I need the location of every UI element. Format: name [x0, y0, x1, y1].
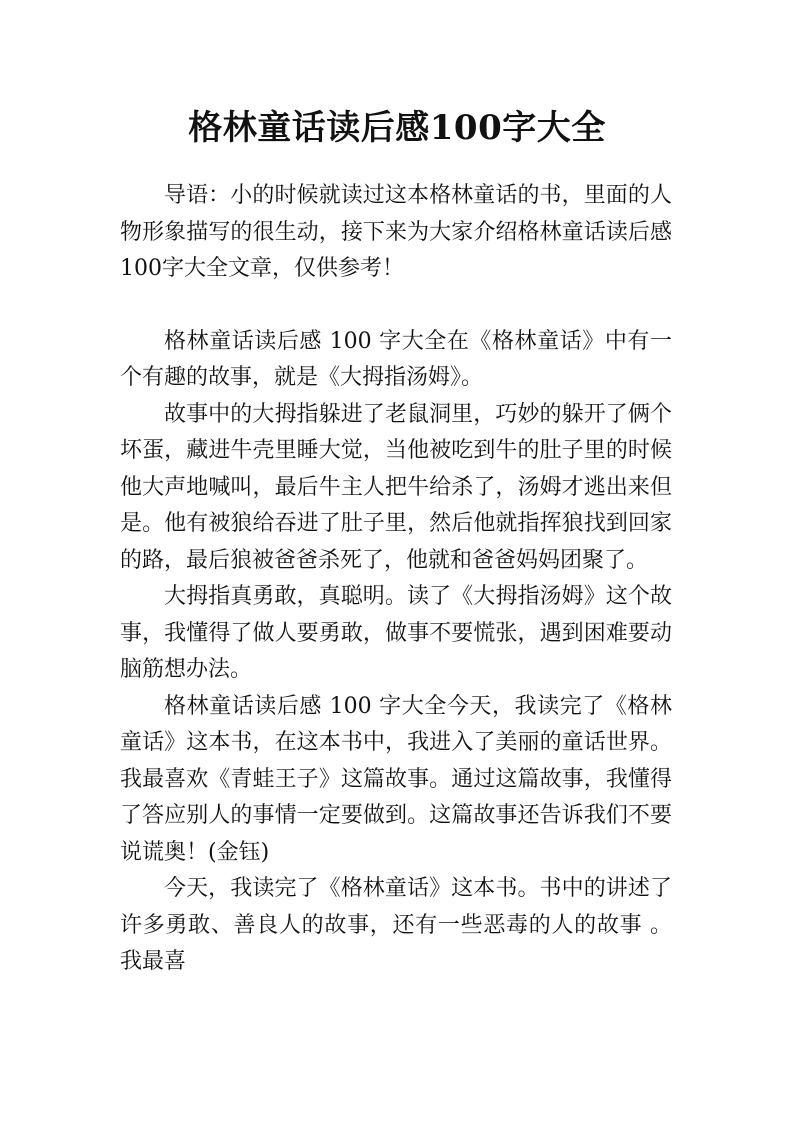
body-paragraph: 今天，我读完了《格林童话》这本书。书中的讲述了许多勇敢、善良人的故事，还有一些恶毒的人的故事 。我最喜	[120, 876, 672, 974]
document-body	[120, 178, 672, 981]
document-title: 格林童话读后感100字大全	[188, 108, 606, 148]
body-paragraph: 故事中的大拇指躲进了老鼠洞里，巧妙的躲开了俩个坏蛋，藏进牛壳里睡大觉，当他被吃到牛的肚子里的时候他大声地喊叫，最后牛主人把牛给杀了，汤姆才逃出来但是。他有被狼给吞进了肚子里，然后他就指挥狼找到回家的路，最后狼被爸爸杀死了，他就和爸爸妈妈团聚了。	[120, 401, 672, 573]
intro-paragraph: 导语：小的时候就读过这本格林童话的书，里面的人物形象描写的很生动，接下来为大家介绍格林童话读后感 100字大全文章，仅供参考！	[120, 183, 672, 281]
body-paragraph: 格林童话读后感 100 字大全在《格林童话》中有一个有趣的故事，就是《大拇指汤姆》。	[120, 328, 672, 390]
body-paragraph: 大拇指真勇敢，真聪明。读了《大拇指汤姆》这个故事，我懂得了做人要勇敢，做事不要慌张，遇到困难要动脑筋想办法。	[120, 584, 672, 682]
body-paragraph: 格林童话读后感 100 字大全今天，我读完了《格林童话》这本书，在这本书中，我进入了美丽的童话世界。我最喜欢《青蛙王子》这篇故事。通过这篇故事，我懂得了答应别人的事情一定要做到。这篇故事还告诉我们不要说谎奥！(金钰)	[120, 693, 672, 865]
